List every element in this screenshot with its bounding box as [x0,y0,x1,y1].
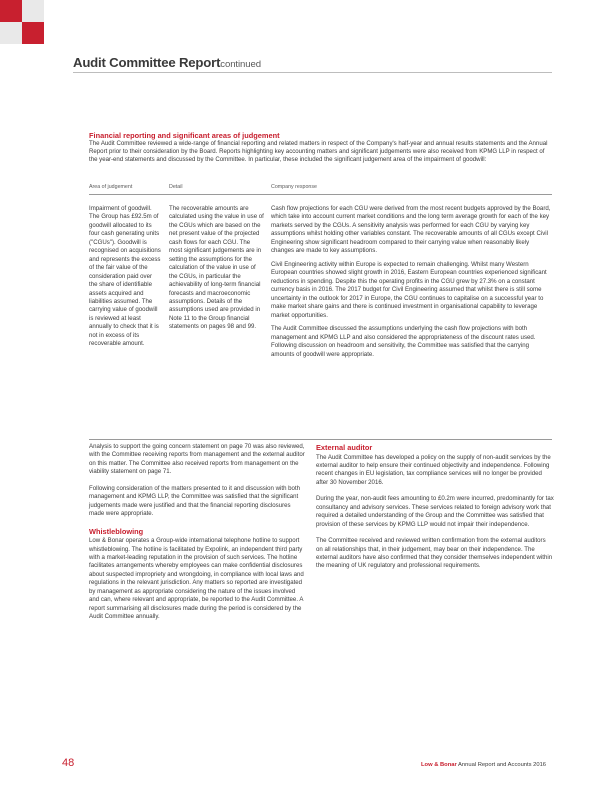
judgement-table [89,182,552,440]
header-detail: Detail [169,184,183,190]
body-paragraph: Analysis to support the going concern statement on page 70 was also reviewed, with the Committee receiving reports from management and the external auditor on this matter. The Committee also received reports from management on the viability statement on page 71. [89,443,305,476]
external-auditor-heading: External auditor [316,443,373,452]
financial-reporting-heading: Financial reporting and significant areas of judgement [89,131,280,140]
brand-logo [0,0,44,44]
page-title-suffix: continued [220,59,261,70]
cell-company-response [271,205,553,365]
body-paragraph: Following consideration of the matters presented to it and discussion with both management and KPMG LLP, the Committee was satisfied that the significant judgements made were justified and that the financial reporting disclosures made were appropriate. [89,484,301,518]
page-title [73,54,261,72]
left-column [89,443,306,630]
right-column [316,443,554,579]
body-paragraph: The Committee received and reviewed written confirmation from the external auditors on all relationships that, in their judgement, may bear on their independence. The external auditors have also confirmed that they consider themselves independent within the meaning of UK regulatory and professional requirements. [316,537,553,570]
table-row [89,195,552,440]
response-paragraph: The Audit Committee discussed the assumptions underlying the cash flow projections with both management and KPMG LLP and also considered the appropriateness of the discount rates used. Following discussion on headroom and sensitivity, the Committee was satisfied that the carrying amounts of goodwill were appropriate. [271,325,536,358]
footer-company: Low & Bonar [421,762,457,768]
body-paragraph: During the year, non-audit fees amounting to £0.2m were incurred, predominantly for tax consultancy and advisory services. These services related to foreign advisory work that required a detailed understanding of the Group and the Committee was satisfied that provision of these services by KPMG LLP would not impair their independence. [316,495,554,528]
table-header-row [89,182,552,195]
logo-square-grey [0,22,22,44]
cell-detail: The recoverable amounts are calculated using the value in use of the CGUs which are based on the net present value of the projected cash flows for each CGU. The most significant judgements are in setting the assumptions for the calculation of the value in use of the CGUs, in particular the achievability of long-term financial forecasts and macroeconomic assumptions. Details of the assumptions used are provided in Note 11 to the Group financial statements on pages 98 and 99. [169,205,264,331]
header-response: Company response [271,184,317,190]
financial-reporting-intro: The Audit Committee reviewed a wide-range of financial reporting and related matters in respect of the Company's half-year and annual results statements and the Annual Report prior to their consideration by the Board. Reports highlighting key accounting matters and significant judgements were also received from KPMG LLP in respect of the year-end statements and discussed by the Committee. In particular, these included the significant judgement area of the impairment of goodwill: [89,140,548,164]
body-paragraph: The Audit Committee has developed a policy on the supply of non-audit services by the external auditor to help ensure their continued objectivity and independence. Following recent changes in EU legislation, tax compliance services will no longer be provided after 30 November 2016. [316,453,551,486]
logo-square-grey [22,0,44,22]
logo-square-red [22,22,44,44]
page-number: 48 [62,757,75,769]
cell-area-of-judgement: Impairment of goodwill. The Group has £92.5m of goodwill allocated to its four cash generating units ("CGUs"). Goodwill is recognised on acquisitions and represents the excess of the fair value of the consideration paid over the share of identifiable assets acquired and liabilities assumed. The carrying value of goodwill is reviewed at least annually to check that it is not in excess of its recoverable amount. [89,205,161,348]
header-divider [73,72,552,73]
footer-report: Annual Report and Accounts 2016 [458,762,547,768]
page-title-main: Audit Committee Report [73,55,221,70]
body-paragraph: Low & Bonar operates a Group-wide international telephone hotline to support whistleblowing. The hotline is facilitated by Expolink, an independent third party with a market-leading reputation in the provision of such services. The hotline facilitates arrangements whereby employees can make confidential disclosures about suspected impropriety and wrongdoing, in compliance with local laws and regulations in the relevant jurisdiction. Any matters so reported are investigated by management as appropriate considering the nature of the issues involved and can, where relevant and appropriate, be reported to the Audit Committee. A report summarising all disclosures made during the period is considered by the Audit Committee annually. [89,537,304,621]
logo-square-red [0,0,22,22]
response-paragraph: Cash flow projections for each CGU were derived from the most recent budgets approved by the Board, which take into account current market conditions and the long term average growth for each of the key markets served by the CGUs. A sensitivity analysis was performed for each CGU by varying key assumptions whilst holding other variables constant. The recoverable amounts of all CGUs except Civil Engineering show significant headroom compared to their carrying value when reasonably likely changes are made to key assumptions. [271,205,551,255]
response-paragraph: Civil Engineering activity within Europe is expected to remain challenging. Whilst many Western European countries showed slight growth in 2016, Eastern European countries experienced significant reductions in spending. Despite this the operating profits in the CGU grew by 27.3% on a constant currency basis in 2016. The 2017 budget for Civil Engineering assumed that whilst there is still some uncertainty in the outlook for 2017 in Europe, the CGU continues to capitalise on a successful year to make market share gains and there is continued investment in organisational capability to leverage market opportunities. [271,261,547,319]
whistleblowing-heading: Whistleblowing [89,526,144,536]
header-area: Area of judgement [89,184,133,190]
footer-report-title [421,762,546,768]
